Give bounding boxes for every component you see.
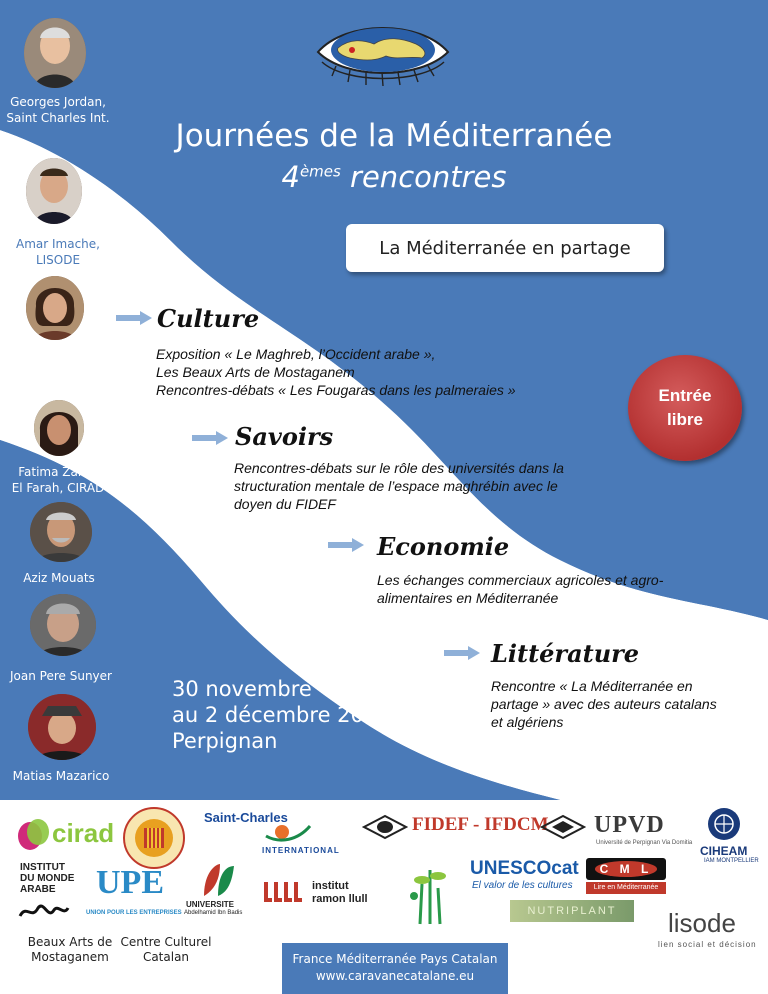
upvd-sub: Université de Perpignan Via Domitia [596,840,693,846]
llull-logo-icon [262,878,306,904]
litterature-title: Littérature [491,639,640,668]
lisode-sub: lien social et décision [658,940,757,949]
litterature-description: Rencontre « La Méditerranée en partage » avec des auteurs catalans et algériens [491,678,717,730]
event-title: Journées de la Méditerranée [175,118,613,154]
perpignan-catalane-seal [122,806,186,870]
subtitle-box: La Méditerranée en partage [346,224,664,272]
upe-logo: UPE [96,864,164,901]
savoirs-description: Rencontres-débats sur le rôle des universités dans la structuration mentale de l’espace maghrébin avec le doyen du FIDEF [234,460,564,512]
footer-website-link[interactable]: www.caravanecatalane.eu [315,969,475,983]
speaker-name-fatima-el-haddad: Fatima El Haddad- Gauthier, IAMM [6,355,116,385]
event-edition: 4èmes rencontres [281,160,507,194]
speaker-name-matias-mazarico: Matias Mazarico [12,769,110,783]
speaker-photo-matias-mazarico [28,694,96,760]
speaker-name-joan-pere-sunyer: Joan Pere Sunyer [10,669,112,683]
saint-charles-swoosh-icon [264,822,312,842]
fidef-emblem-icon [540,814,586,840]
litterature-arrow-icon [444,646,480,660]
ima-arabic-calligraphy [18,898,70,924]
culture-description: Exposition « Le Maghreb, l’Occident arabe », Les Beaux Arts de Mostaganem Rencontres-débats « Les Fougaras dans les palmeraies » [156,346,516,398]
fidef-logo: FIDEF - IFDCM [412,814,549,835]
event-dates: 30 novembre au 2 décembre 2010 Perpignan [172,677,391,753]
universite-mostaganem-emblem [200,862,238,898]
cml-sub: Lire en Méditerranée [586,882,666,894]
savoirs-title: Savoirs [235,422,334,451]
cirad-leaf-icon [16,816,52,852]
caption-beaux-arts: Beaux Arts de Mostaganem [27,935,113,964]
ciheam-globe-icon [706,806,742,842]
cirad-logo: cirad [52,818,115,848]
speaker-name-amar-imache: Amar Imache, LISODE [16,237,100,267]
savoirs-arrow-icon [192,431,228,445]
speaker-name-aziz-mouats: Aziz Mouats [23,571,95,585]
entree-libre-badge: Entrée libre [628,355,742,461]
culture-title: Culture [157,304,260,333]
economie-arrow-icon [328,538,364,552]
ciheam-sub: IAM MONTPELLIER [704,858,759,864]
fidef-elephant-icon [362,814,408,840]
speaker-photo-georges-jordan [24,18,86,88]
speaker-photo-fatima-zahra [34,400,84,456]
saint-charles-logo: Saint-Charles [204,810,288,825]
saint-charles-sub: INTERNATIONAL [262,846,340,855]
speaker-photo-joan-pere-sunyer [30,594,96,656]
universite-logo: UNIVERSITE [186,900,235,909]
speaker-name-fatima-zahra: Fatima Zahra El Farah, CIRAD [11,465,105,495]
universite-sub: Abdelhamid Ibn Badis [184,910,243,916]
ima-logo: INSTITUT DU MONDE ARABE [20,862,75,895]
ciheam-logo: CIHEAM [700,844,748,858]
unescocat-sub: El valor de les cultures [472,880,573,891]
upe-sub: UNION POUR LES ENTREPRISES [86,910,182,916]
cml-logo: C M L [586,858,666,880]
footer-box: France Méditerranée Pays Catalan www.caravanecatalane.eu [282,943,508,994]
nutriplant-banner: NUTRIPLANT [510,900,634,922]
llull-logo: institut ramon llull [312,880,368,905]
speaker-name-georges-jordan: Georges Jordan, Saint Charles Int. [6,95,110,125]
nutriplant-plant-icon [402,860,458,926]
speaker-photo-fatima-el-haddad [26,276,84,340]
speaker-photo-aziz-mouats [30,502,92,562]
culture-arrow-icon [116,311,152,325]
mediterranean-eye-logo [316,14,450,94]
economie-description: Les échanges commerciaux agricoles et agro- alimentaires en Méditerranée [377,572,664,606]
upvd-logo: UPVD [594,812,665,838]
caption-centre-culturel: Centre Culturel Catalan [120,935,212,964]
lisode-logo: lisode [668,908,736,938]
economie-title: Economie [377,532,510,561]
unescocat-logo: UNESCOcat [470,858,579,879]
